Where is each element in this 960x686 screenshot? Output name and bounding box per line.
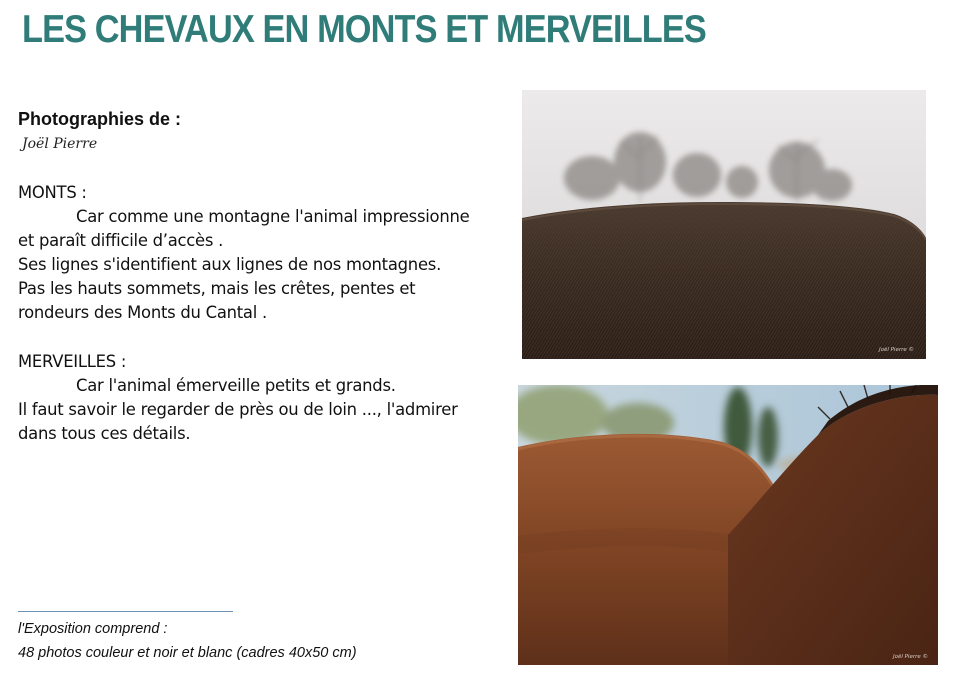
exposition-label: l'Exposition comprend :	[18, 621, 168, 637]
merveilles-line: dans tous ces détails.	[18, 424, 191, 443]
exposition-details: 48 photos couleur et noir et blanc (cadres 40x50 cm)	[18, 645, 357, 661]
photographer-name: Joël Pierre	[22, 136, 98, 152]
page-title: LES CHEVAUX EN MONTS ET MERVEILLES	[22, 8, 706, 51]
monts-line: Car comme une montagne l'animal impressionne	[76, 207, 470, 226]
horse-withers-photo	[518, 385, 938, 665]
footer-divider	[18, 611, 233, 612]
merveilles-line: Il faut savoir le regarder de près ou de loin ..., l'admirer	[18, 400, 458, 419]
photo-watermark: Joël Pierre ©	[878, 347, 914, 353]
monts-line: et paraît difficile d’accès .	[18, 231, 224, 250]
merveilles-heading: MERVEILLES :	[18, 352, 127, 371]
merveilles-section	[18, 350, 518, 446]
merveilles-line: Car l'animal émerveille petits et grands.	[76, 376, 396, 395]
monts-heading: MONTS :	[18, 183, 87, 202]
monts-line: rondeurs des Monts du Cantal .	[18, 303, 267, 322]
photographer-label: Photographies de :	[18, 109, 182, 129]
monts-line: Ses lignes s'identifient aux lignes de nos montagnes.	[18, 255, 442, 274]
monts-section	[18, 181, 518, 325]
horse-back-photo-image	[522, 90, 926, 359]
horse-withers-photo-image	[518, 385, 938, 665]
photo-watermark: Joël Pierre ©	[892, 654, 928, 660]
horse-back-photo	[522, 90, 926, 359]
monts-line: Pas les hauts sommets, mais les crêtes, pentes et	[18, 279, 416, 298]
